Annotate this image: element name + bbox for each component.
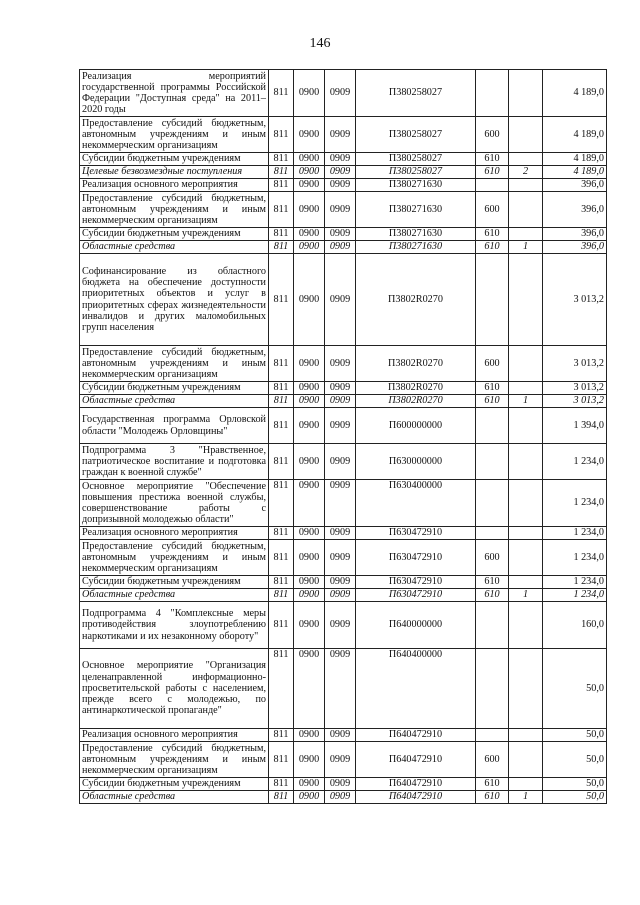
cell-amount: 3 013,2 [543, 382, 607, 395]
cell-funding-source [509, 742, 543, 778]
table-row [80, 742, 607, 778]
cell-amount: 396,0 [543, 179, 607, 192]
cell-target-article: П380258027 [356, 70, 476, 117]
cell-subsection: 0909 [325, 480, 356, 527]
table-row [80, 166, 607, 179]
cell-amount: 396,0 [543, 241, 607, 254]
row-name: Основное мероприятие "Обеспечение повышения престижа военной службы, совершенствование работы с допризывной молодежью области" [80, 480, 269, 527]
row-name: Целевые безвозмездные поступления [80, 166, 269, 179]
cell-target-article: П380271630 [356, 228, 476, 241]
cell-target-article: П640400000 [356, 649, 476, 729]
row-name: Областные средства [80, 241, 269, 254]
cell-subsection: 0909 [325, 382, 356, 395]
cell-amount: 1 234,0 [543, 527, 607, 540]
table-row [80, 228, 607, 241]
cell-funding-source [509, 346, 543, 382]
cell-funding-source [509, 117, 543, 153]
cell-subsection: 0909 [325, 241, 356, 254]
cell-amount: 1 234,0 [543, 576, 607, 589]
cell-section: 0900 [294, 527, 325, 540]
cell-expense-type: 610 [476, 576, 509, 589]
cell-grbs: 811 [269, 254, 294, 346]
row-name: Подпрограмма 3 "Нравственное, патриотическое воспитание и подготовка граждан к военной службе" [80, 444, 269, 480]
cell-amount: 1 234,0 [543, 589, 607, 602]
table-row [80, 153, 607, 166]
cell-expense-type: 600 [476, 192, 509, 228]
cell-target-article: П380258027 [356, 166, 476, 179]
cell-grbs: 811 [269, 649, 294, 729]
cell-expense-type: 600 [476, 117, 509, 153]
cell-expense-type: 600 [476, 742, 509, 778]
cell-target-article: П380271630 [356, 179, 476, 192]
row-name: Субсидии бюджетным учреждениям [80, 576, 269, 589]
cell-grbs: 811 [269, 540, 294, 576]
cell-expense-type [476, 480, 509, 527]
cell-expense-type: 610 [476, 395, 509, 408]
cell-amount: 4 189,0 [543, 166, 607, 179]
cell-section: 0900 [294, 179, 325, 192]
cell-expense-type [476, 527, 509, 540]
cell-amount: 1 394,0 [543, 408, 607, 444]
cell-funding-source: 1 [509, 395, 543, 408]
row-name: Реализация основного мероприятия [80, 527, 269, 540]
table-row [80, 346, 607, 382]
cell-expense-type: 610 [476, 791, 509, 804]
cell-section: 0900 [294, 395, 325, 408]
cell-section: 0900 [294, 241, 325, 254]
cell-subsection: 0909 [325, 791, 356, 804]
cell-target-article: П380258027 [356, 117, 476, 153]
row-name: Подпрограмма 4 "Комплексные меры противодействия злоупотреблению наркотиками и их незаконному обороту" [80, 602, 269, 649]
cell-subsection: 0909 [325, 70, 356, 117]
cell-grbs: 811 [269, 602, 294, 649]
cell-subsection: 0909 [325, 228, 356, 241]
cell-subsection: 0909 [325, 254, 356, 346]
cell-amount: 3 013,2 [543, 254, 607, 346]
cell-expense-type [476, 254, 509, 346]
row-name: Предоставление субсидий бюджетным, автономным учреждениям и иным некоммерческим организациям [80, 117, 269, 153]
cell-expense-type: 610 [476, 241, 509, 254]
cell-subsection: 0909 [325, 166, 356, 179]
row-name: Областные средства [80, 395, 269, 408]
cell-expense-type [476, 408, 509, 444]
cell-amount: 3 013,2 [543, 395, 607, 408]
cell-target-article: П3802R0270 [356, 382, 476, 395]
cell-expense-type: 610 [476, 166, 509, 179]
cell-grbs: 811 [269, 576, 294, 589]
cell-target-article: П640472910 [356, 742, 476, 778]
row-name: Предоставление субсидий бюджетным, автономным учреждениям и иным некоммерческим организациям [80, 742, 269, 778]
cell-section: 0900 [294, 444, 325, 480]
row-name: Субсидии бюджетным учреждениям [80, 778, 269, 791]
cell-section: 0900 [294, 117, 325, 153]
cell-grbs: 811 [269, 382, 294, 395]
cell-grbs: 811 [269, 791, 294, 804]
cell-amount: 4 189,0 [543, 70, 607, 117]
cell-expense-type [476, 179, 509, 192]
cell-grbs: 811 [269, 241, 294, 254]
cell-subsection: 0909 [325, 742, 356, 778]
cell-grbs: 811 [269, 444, 294, 480]
table-row [80, 70, 607, 117]
cell-section: 0900 [294, 346, 325, 382]
cell-section: 0900 [294, 729, 325, 742]
cell-section: 0900 [294, 791, 325, 804]
cell-amount: 1 234,0 [543, 480, 607, 527]
cell-subsection: 0909 [325, 408, 356, 444]
table-row [80, 480, 607, 527]
table-row [80, 778, 607, 791]
cell-amount: 50,0 [543, 791, 607, 804]
cell-target-article: П630472910 [356, 576, 476, 589]
cell-amount: 4 189,0 [543, 117, 607, 153]
cell-subsection: 0909 [325, 346, 356, 382]
cell-expense-type [476, 649, 509, 729]
cell-section: 0900 [294, 153, 325, 166]
table-row [80, 527, 607, 540]
cell-amount: 396,0 [543, 228, 607, 241]
cell-funding-source [509, 527, 543, 540]
row-name: Основное мероприятие "Организация целенаправленной информационно-просветительской работы с населением, прежде всего с молодежью, по антинаркотической пропаганде" [80, 649, 269, 729]
cell-subsection: 0909 [325, 540, 356, 576]
cell-amount: 50,0 [543, 742, 607, 778]
cell-section: 0900 [294, 649, 325, 729]
cell-target-article: П640472910 [356, 729, 476, 742]
table-row [80, 192, 607, 228]
table-row [80, 576, 607, 589]
cell-grbs: 811 [269, 480, 294, 527]
row-name: Субсидии бюджетным учреждениям [80, 153, 269, 166]
cell-amount: 50,0 [543, 778, 607, 791]
cell-grbs: 811 [269, 589, 294, 602]
table-row [80, 254, 607, 346]
cell-section: 0900 [294, 228, 325, 241]
cell-amount: 1 234,0 [543, 444, 607, 480]
row-name: Софинансирование из областного бюджета на обеспечение доступности приоритетных объектов и услуг в приоритетных сферах жизнедеятельности инвалидов и других маломобильных групп населения [80, 254, 269, 346]
row-name: Субсидии бюджетным учреждениям [80, 228, 269, 241]
cell-funding-source [509, 778, 543, 791]
cell-amount: 1 234,0 [543, 540, 607, 576]
cell-funding-source [509, 70, 543, 117]
cell-subsection: 0909 [325, 527, 356, 540]
table-row [80, 589, 607, 602]
page-number: 146 [309, 36, 331, 51]
cell-target-article: П3802R0270 [356, 346, 476, 382]
cell-section: 0900 [294, 778, 325, 791]
cell-grbs: 811 [269, 153, 294, 166]
cell-subsection: 0909 [325, 729, 356, 742]
cell-funding-source [509, 649, 543, 729]
cell-funding-source [509, 228, 543, 241]
table-row [80, 649, 607, 729]
table-row [80, 408, 607, 444]
cell-amount: 50,0 [543, 729, 607, 742]
cell-funding-source: 1 [509, 241, 543, 254]
cell-funding-source: 2 [509, 166, 543, 179]
cell-subsection: 0909 [325, 192, 356, 228]
cell-section: 0900 [294, 742, 325, 778]
cell-subsection: 0909 [325, 576, 356, 589]
cell-subsection: 0909 [325, 649, 356, 729]
cell-target-article: П630000000 [356, 444, 476, 480]
cell-expense-type: 600 [476, 540, 509, 576]
cell-target-article: П640000000 [356, 602, 476, 649]
cell-target-article: П640472910 [356, 778, 476, 791]
cell-target-article: П630472910 [356, 527, 476, 540]
cell-amount: 50,0 [543, 649, 607, 729]
cell-target-article: П640472910 [356, 791, 476, 804]
cell-section: 0900 [294, 254, 325, 346]
cell-expense-type: 610 [476, 153, 509, 166]
cell-expense-type [476, 729, 509, 742]
cell-section: 0900 [294, 382, 325, 395]
table-row [80, 444, 607, 480]
cell-amount: 396,0 [543, 192, 607, 228]
cell-grbs: 811 [269, 117, 294, 153]
cell-funding-source [509, 153, 543, 166]
cell-section: 0900 [294, 166, 325, 179]
cell-subsection: 0909 [325, 153, 356, 166]
table-row [80, 540, 607, 576]
cell-grbs: 811 [269, 192, 294, 228]
cell-grbs: 811 [269, 166, 294, 179]
cell-grbs: 811 [269, 527, 294, 540]
cell-funding-source: 1 [509, 791, 543, 804]
cell-target-article: П600000000 [356, 408, 476, 444]
cell-expense-type [476, 602, 509, 649]
cell-grbs: 811 [269, 228, 294, 241]
cell-funding-source [509, 382, 543, 395]
cell-target-article: П380271630 [356, 192, 476, 228]
table-row [80, 729, 607, 742]
cell-subsection: 0909 [325, 602, 356, 649]
cell-target-article: П380258027 [356, 153, 476, 166]
cell-funding-source [509, 602, 543, 649]
cell-grbs: 811 [269, 729, 294, 742]
cell-funding-source [509, 408, 543, 444]
cell-section: 0900 [294, 408, 325, 444]
cell-subsection: 0909 [325, 778, 356, 791]
row-name: Субсидии бюджетным учреждениям [80, 382, 269, 395]
cell-subsection: 0909 [325, 395, 356, 408]
row-name: Предоставление субсидий бюджетным, автономным учреждениям и иным некоммерческим организациям [80, 346, 269, 382]
cell-section: 0900 [294, 480, 325, 527]
table-row [80, 241, 607, 254]
cell-amount: 160,0 [543, 602, 607, 649]
cell-funding-source [509, 576, 543, 589]
cell-subsection: 0909 [325, 117, 356, 153]
cell-amount: 4 189,0 [543, 153, 607, 166]
cell-section: 0900 [294, 602, 325, 649]
row-name: Реализация мероприятий государственной программы Российской Федерации "Доступная среда" на 2011–2020 годы [80, 70, 269, 117]
table-row [80, 791, 607, 804]
cell-funding-source [509, 729, 543, 742]
cell-grbs: 811 [269, 742, 294, 778]
cell-section: 0900 [294, 192, 325, 228]
row-name: Предоставление субсидий бюджетным, автономным учреждениям и иным некоммерческим организациям [80, 540, 269, 576]
cell-expense-type [476, 444, 509, 480]
cell-subsection: 0909 [325, 179, 356, 192]
cell-amount: 3 013,2 [543, 346, 607, 382]
row-name: Государственная программа Орловской области "Молодежь Орловщины" [80, 408, 269, 444]
row-name: Реализация основного мероприятия [80, 729, 269, 742]
cell-funding-source [509, 254, 543, 346]
row-name: Предоставление субсидий бюджетным, автономным учреждениям и иным некоммерческим организациям [80, 192, 269, 228]
cell-subsection: 0909 [325, 589, 356, 602]
cell-section: 0900 [294, 540, 325, 576]
cell-funding-source: 1 [509, 589, 543, 602]
cell-grbs: 811 [269, 179, 294, 192]
cell-grbs: 811 [269, 778, 294, 791]
budget-table [79, 69, 607, 804]
row-name: Реализация основного мероприятия [80, 179, 269, 192]
cell-target-article: П630472910 [356, 540, 476, 576]
cell-expense-type: 610 [476, 382, 509, 395]
cell-subsection: 0909 [325, 444, 356, 480]
cell-target-article: П630472910 [356, 589, 476, 602]
cell-target-article: П380271630 [356, 241, 476, 254]
cell-target-article: П3802R0270 [356, 395, 476, 408]
cell-section: 0900 [294, 589, 325, 602]
cell-grbs: 811 [269, 395, 294, 408]
cell-expense-type: 610 [476, 778, 509, 791]
cell-funding-source [509, 179, 543, 192]
cell-grbs: 811 [269, 70, 294, 117]
table-row [80, 382, 607, 395]
cell-grbs: 811 [269, 346, 294, 382]
table-row [80, 395, 607, 408]
row-name: Областные средства [80, 791, 269, 804]
cell-funding-source [509, 540, 543, 576]
cell-funding-source [509, 192, 543, 228]
row-name: Областные средства [80, 589, 269, 602]
table-row [80, 602, 607, 649]
table-row [80, 117, 607, 153]
cell-funding-source [509, 444, 543, 480]
table-row [80, 179, 607, 192]
cell-section: 0900 [294, 70, 325, 117]
cell-target-article: П630400000 [356, 480, 476, 527]
cell-section: 0900 [294, 576, 325, 589]
cell-expense-type: 610 [476, 589, 509, 602]
cell-expense-type: 610 [476, 228, 509, 241]
cell-grbs: 811 [269, 408, 294, 444]
cell-expense-type: 600 [476, 346, 509, 382]
cell-expense-type [476, 70, 509, 117]
cell-target-article: П3802R0270 [356, 254, 476, 346]
cell-funding-source [509, 480, 543, 527]
